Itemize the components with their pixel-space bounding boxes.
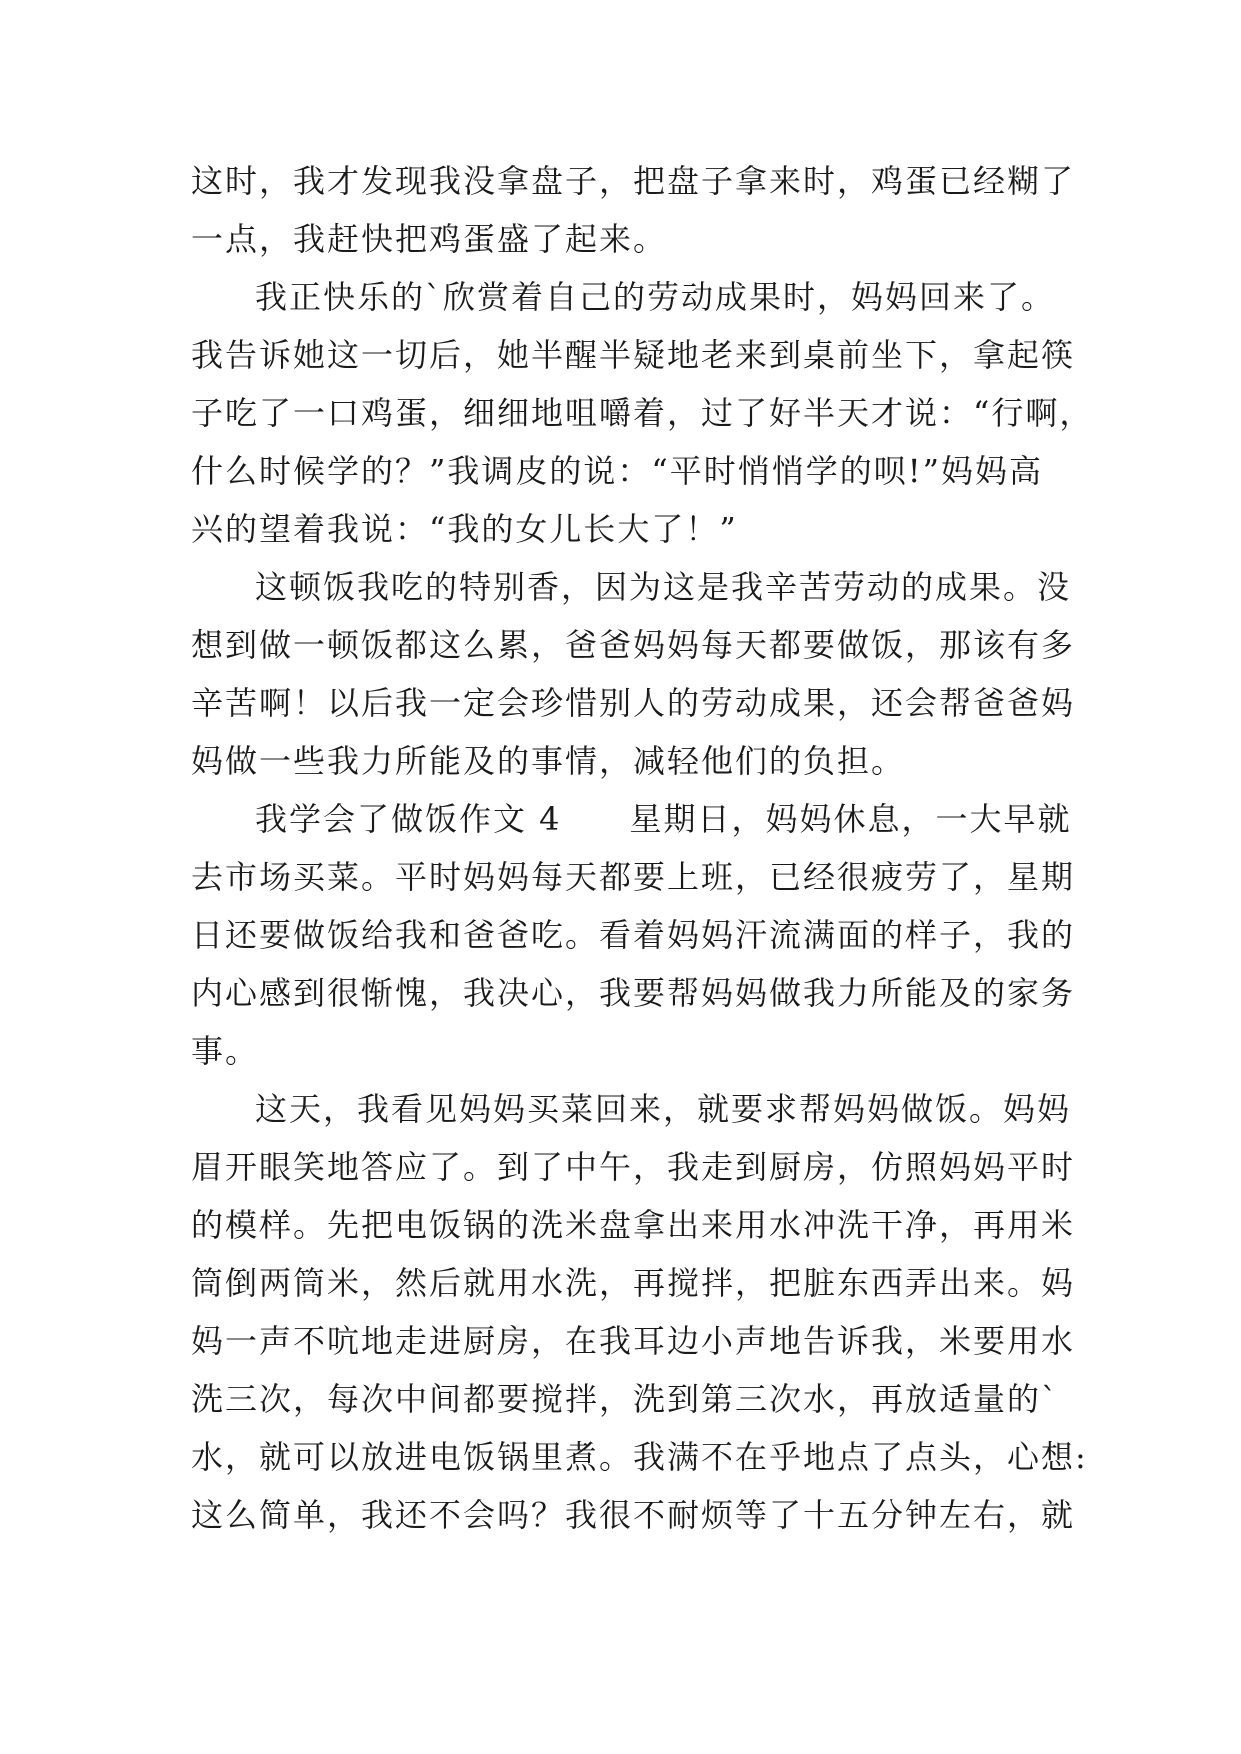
text-line: 水，就可以放进电饭锅里煮。我满不在乎地点了点头，心想: (191, 1438, 1088, 1476)
text-line: 妈一声不吭地走进厨房，在我耳边小声地告诉我，米要用水 (191, 1322, 1076, 1360)
text-line: 洗三次，每次中间都要搅拌，洗到第三次水，再放适量的` (191, 1380, 1060, 1418)
text-line: 子吃了一口鸡蛋，细细地咀嚼着，过了好半天才说：“行啊， (191, 394, 1094, 432)
text-line: 事。 (191, 1032, 260, 1070)
text-line: 什么时候学的？”我调皮的说：“平时悄悄学的呗!”妈妈高 (191, 452, 1043, 490)
text-line: 内心感到很惭愧，我决心，我要帮妈妈做我力所能及的家务 (191, 974, 1076, 1012)
text-line: 我告诉她这一切后，她半醒半疑地老来到桌前坐下，拿起筷 (191, 336, 1076, 374)
text-line: 去市场买菜。平时妈妈每天都要上班，已经很疲劳了，星期 (191, 858, 1076, 896)
text-line: 眉开眼笑地答应了。到了中午，我走到厨房，仿照妈妈平时 (191, 1148, 1076, 1186)
paragraph-first-line: 我正快乐的`欣赏着自己的劳动成果时，妈妈回来了。 (255, 278, 1056, 316)
text-line: 这么简单，我还不会吗？我很不耐烦等了十五分钟左右，就 (191, 1496, 1076, 1534)
text-line: 日还要做饭给我和爸爸吃。看着妈妈汗流满面的样子，我的 (191, 916, 1076, 954)
text-line: 妈做一些我力所能及的事情，减轻他们的负担。 (191, 742, 906, 780)
text-line: 辛苦啊！以后我一定会珍惜别人的劳动成果，还会帮爸爸妈 (191, 684, 1076, 722)
text-line: 这时，我才发现我没拿盘子，把盘子拿来时，鸡蛋已经糊了 (191, 162, 1076, 200)
paragraph-first-line: 这顿饭我吃的特别香，因为这是我辛苦劳动的成果。没 (255, 568, 1072, 606)
text-line: 筒倒两筒米，然后就用水洗，再搅拌，把脏东西弄出来。妈 (191, 1264, 1076, 1302)
text-line: 的模样。先把电饭锅的洗米盘拿出来用水冲洗干净，再用米 (191, 1206, 1076, 1244)
text-line: 想到做一顿饭都这么累，爸爸妈妈每天都要做饭，那该有多 (191, 626, 1076, 664)
text-line: 一点，我赶快把鸡蛋盛了起来。 (191, 220, 668, 258)
paragraph-first-line: 这天，我看见妈妈买菜回来，就要求帮妈妈做饭。妈妈 (255, 1090, 1072, 1128)
paragraph-first-line: 我学会了做饭作文 4 星期日，妈妈休息，一大早就 (255, 800, 1072, 838)
text-line: 兴的望着我说：“我的女儿长大了！” (191, 510, 738, 548)
